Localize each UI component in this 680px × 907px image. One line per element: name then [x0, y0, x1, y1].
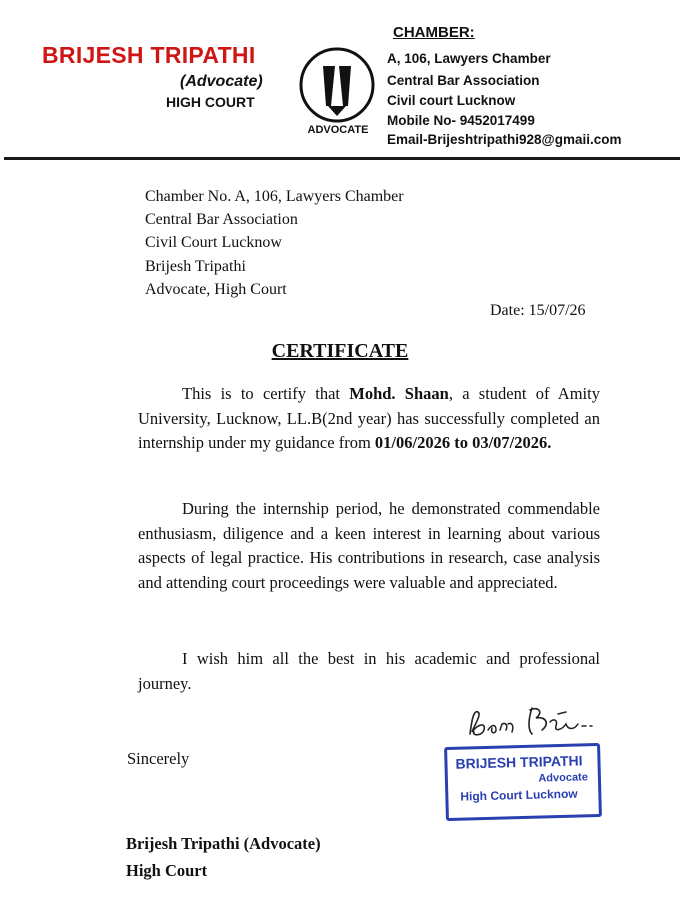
letterhead-name: BRIJESH TRIPATHI	[42, 42, 256, 68]
para1-text: This is to certify that	[182, 384, 350, 403]
para1-to: to	[450, 433, 473, 452]
chamber-email: Email-Brijeshtripathi928@gmaii.com	[387, 132, 622, 147]
chamber-line: A, 106, Lawyers Chamber	[387, 51, 551, 66]
advocate-stamp	[444, 743, 602, 821]
paragraph-wishes: I wish him all the best in his academic and professional journey.	[138, 649, 600, 693]
chamber-mobile: Mobile No- 9452017499	[387, 113, 535, 128]
address-line: Chamber No. A, 106, Lawyers Chamber	[145, 188, 404, 205]
letterhead-court: HIGH COURT	[166, 94, 255, 110]
stamp-name: BRIJESH TRIPATHI	[455, 752, 583, 772]
internship-from-date: 01/06/2026	[374, 433, 451, 452]
paragraph-certify	[138, 382, 600, 456]
paragraph-performance: During the internship period, he demonstrated commendable enthusiasm, diligence and a keen interest in learning about various aspects of legal practice. His contributions in research, case analysis and attending court proceedings were valuable and appreciated.	[138, 499, 600, 592]
stamp-court: High Court Lucknow	[460, 786, 578, 804]
letter-date: Date: 15/07/26	[490, 302, 586, 319]
signatory-name: Brijesh Tripathi (Advocate)	[126, 834, 321, 853]
para1-text: , a student of Amity University, Lucknow, LL.B(2nd year) has successfully completed an internship under my guidance from	[138, 384, 600, 452]
logo-label: ADVOCATE	[307, 124, 369, 136]
internship-to-date: 03/07/2026.	[472, 433, 552, 452]
student-name: Mohd. Shaan	[349, 384, 449, 403]
certificate-title: CERTIFICATE	[271, 340, 409, 362]
chamber-heading: CHAMBER:	[393, 24, 475, 41]
address-line: Civil Court Lucknow	[145, 234, 282, 251]
letterhead-role: (Advocate)	[180, 73, 263, 90]
chamber-line: Civil court Lucknow	[387, 93, 516, 108]
address-line: Advocate, High Court	[145, 281, 287, 298]
closing-sincerely: Sincerely	[127, 749, 190, 768]
advocate-band-emblem-icon	[298, 46, 376, 124]
header-divider	[4, 157, 680, 160]
address-line: Brijesh Tripathi	[145, 258, 246, 275]
chamber-line: Central Bar Association	[387, 73, 540, 88]
handwritten-signature	[462, 700, 602, 748]
signatory-court: High Court	[126, 861, 208, 880]
address-line: Central Bar Association	[145, 211, 298, 228]
stamp-role: Advocate	[538, 771, 589, 785]
